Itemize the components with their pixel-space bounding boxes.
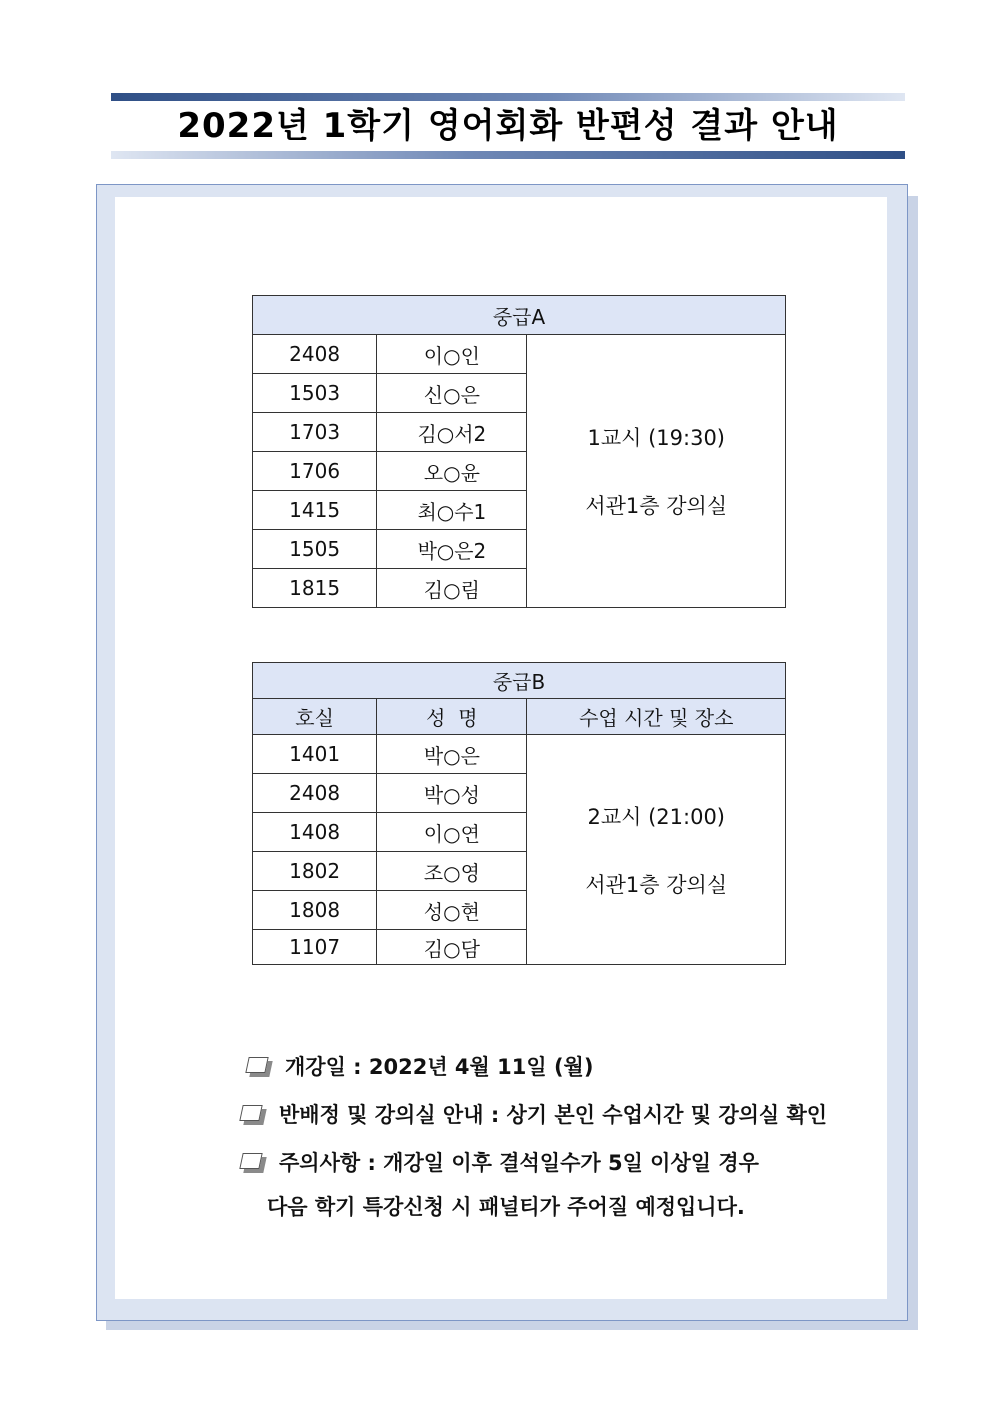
group-a-table <box>252 295 786 608</box>
header-room: 호실 <box>253 699 377 735</box>
name-cell: 이○연 <box>377 813 527 852</box>
name-cell: 김○림 <box>377 569 527 608</box>
name-cell: 김○서2 <box>377 413 527 452</box>
note-class-assignment <box>241 1099 827 1129</box>
header-name: 성 명 <box>377 699 527 735</box>
note-text: 주의사항 : 개강일 이후 결석일수가 5일 이상일 경우 <box>279 1151 759 1175</box>
content-area <box>115 197 887 1299</box>
note-text: 개강일 : 2022년 4월 11일 (월) <box>285 1055 594 1079</box>
header-time-place: 수업 시간 및 장소 <box>527 699 786 735</box>
room-cell: 1706 <box>253 452 377 491</box>
room-cell: 1808 <box>253 891 377 930</box>
room-cell: 1503 <box>253 374 377 413</box>
checkbox-bullet-icon <box>247 1057 273 1077</box>
room-cell: 1415 <box>253 491 377 530</box>
group-b-info-cell <box>527 735 786 965</box>
name-cell: 최○수1 <box>377 491 527 530</box>
table-row <box>253 335 786 374</box>
note-caution <box>241 1147 759 1177</box>
room-cell: 2408 <box>253 335 377 374</box>
note-text: 반배정 및 강의실 안내 : 상기 본인 수업시간 및 강의실 확인 <box>279 1103 828 1127</box>
title-bar-bottom <box>111 151 905 159</box>
header-row <box>253 699 786 735</box>
checkbox-bullet-icon <box>241 1105 267 1125</box>
name-cell: 박○성 <box>377 774 527 813</box>
room-cell: 1802 <box>253 852 377 891</box>
name-cell: 성○현 <box>377 891 527 930</box>
name-cell: 조○영 <box>377 852 527 891</box>
note-start-date <box>247 1051 593 1081</box>
group-a-info-cell <box>527 335 786 608</box>
room-cell: 2408 <box>253 774 377 813</box>
group-a-title: 중급A <box>253 296 786 335</box>
group-b-table <box>252 662 786 965</box>
group-b-title: 중급B <box>253 663 786 699</box>
room-cell: 1703 <box>253 413 377 452</box>
name-cell: 이○인 <box>377 335 527 374</box>
note-caution-continuation: 다음 학기 특강신청 시 패널티가 주어질 예정입니다. <box>267 1195 745 1219</box>
room-cell: 1815 <box>253 569 377 608</box>
title-bar-top <box>111 93 905 101</box>
room-cell: 1401 <box>253 735 377 774</box>
group-b-location: 서관1층 강의실 <box>585 872 728 897</box>
name-cell: 박○은 <box>377 735 527 774</box>
room-cell: 1408 <box>253 813 377 852</box>
name-cell: 오○윤 <box>377 452 527 491</box>
room-cell: 1107 <box>253 930 377 965</box>
content-frame <box>96 184 908 1321</box>
group-b-session: 2교시 (21:00) <box>587 804 725 829</box>
page-title: 2022년 1학기 영어회화 반편성 결과 안내 <box>177 106 839 146</box>
name-cell: 박○은2 <box>377 530 527 569</box>
name-cell: 신○은 <box>377 374 527 413</box>
room-cell: 1505 <box>253 530 377 569</box>
group-a-session: 1교시 (19:30) <box>587 426 725 450</box>
group-a-location: 서관1층 강의실 <box>585 494 728 518</box>
checkbox-bullet-icon <box>241 1153 267 1173</box>
table-row <box>253 735 786 774</box>
name-cell: 김○담 <box>377 930 527 965</box>
